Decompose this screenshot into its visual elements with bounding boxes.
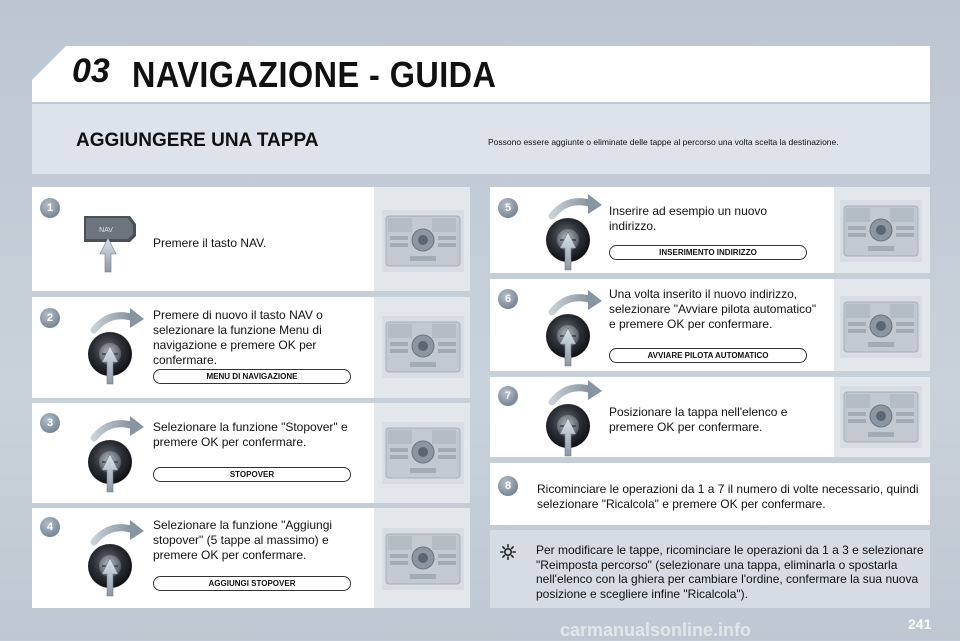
step-number-badge: 2 — [40, 308, 60, 328]
rotary-knob-icon — [80, 414, 148, 494]
step-text-3: Selezionare la funzione "Stopover" e premere OK per confermare. — [153, 420, 348, 449]
rotary-knob-icon — [80, 518, 148, 598]
gear-icon — [500, 544, 516, 560]
watermark-text: carmanualsonline.info — [560, 620, 752, 640]
tip-text: Per modificare le tappe, ricominciare le operazioni da 1 a 3 e selezionare "Reimposta percorso" (selezionare una tappa, eliminarla o spostarla nell'elenco con la ghiera per cambiare l'ordine, confermare la sua nuova posizione e scegliere infine "Ricalcola"). — [536, 543, 924, 601]
step-text-2: Premere di nuovo il tasto NAV o selezionare la funzione Menu di navigazione e premere OK per confermare. — [153, 308, 323, 367]
menu-label-6: AVVIARE PILOTA AUTOMATICO — [609, 348, 807, 363]
menu-label-5: INSERIMENTO INDIRIZZO — [609, 245, 807, 260]
radio-panel-image — [382, 316, 464, 378]
menu-label-3: STOPOVER — [153, 467, 351, 482]
chapter-number: 03 — [72, 52, 110, 90]
step-text-6: Una volta inserito il nuovo indirizzo, selezionare "Avviare pilota automatico" e premere OK per confermare. — [609, 287, 817, 331]
section-title: AGGIUNGERE UNA TAPPA — [76, 130, 319, 151]
nav-key-label: NAV — [99, 227, 113, 234]
step-number-badge: 6 — [498, 289, 518, 309]
step-text-1: Premere il tasto NAV. — [153, 236, 267, 250]
nav-key-icon — [80, 212, 140, 274]
step-number-badge: 5 — [498, 198, 518, 218]
step-number-badge: 1 — [40, 198, 60, 218]
rotary-knob-icon — [538, 288, 606, 368]
page-number: 241 — [908, 616, 932, 632]
intro-text: Possono essere aggiunte o eliminate delle tappe al percorso una volta scelta la destinazione. — [488, 137, 839, 147]
step-number-badge: 4 — [40, 517, 60, 537]
radio-panel-image — [840, 200, 922, 262]
step-number-badge: 8 — [498, 476, 518, 496]
menu-label-4: AGGIUNGI STOPOVER — [153, 576, 351, 591]
step-text-4: Selezionare la funzione "Aggiungi stopover" (5 tappe al massimo) e premere OK per confermare. — [153, 518, 333, 562]
radio-panel-image — [382, 528, 464, 590]
step-number-badge: 7 — [498, 386, 518, 406]
page-title: NAVIGAZIONE - GUIDA — [132, 54, 497, 95]
radio-panel-image — [840, 386, 922, 448]
radio-panel-image — [840, 296, 922, 358]
rotary-knob-icon — [538, 378, 606, 458]
radio-panel-image — [382, 422, 464, 484]
step-number-badge: 3 — [40, 413, 60, 433]
step-text-7: Posizionare la tappa nell'elenco e premere OK per confermare. — [609, 405, 788, 434]
menu-label-2: MENU DI NAVIGAZIONE — [153, 369, 351, 384]
radio-panel-image — [382, 210, 464, 272]
rotary-knob-icon — [80, 306, 148, 386]
rotary-knob-icon — [538, 192, 606, 272]
step-text-5: Inserire ad esempio un nuovo indirizzo. — [609, 204, 768, 233]
step-text-8: Ricominciare le operazioni da 1 a 7 il numero di volte necessario, quindi selezionare "Ricalcola" e premere OK per confermare. — [537, 482, 919, 511]
